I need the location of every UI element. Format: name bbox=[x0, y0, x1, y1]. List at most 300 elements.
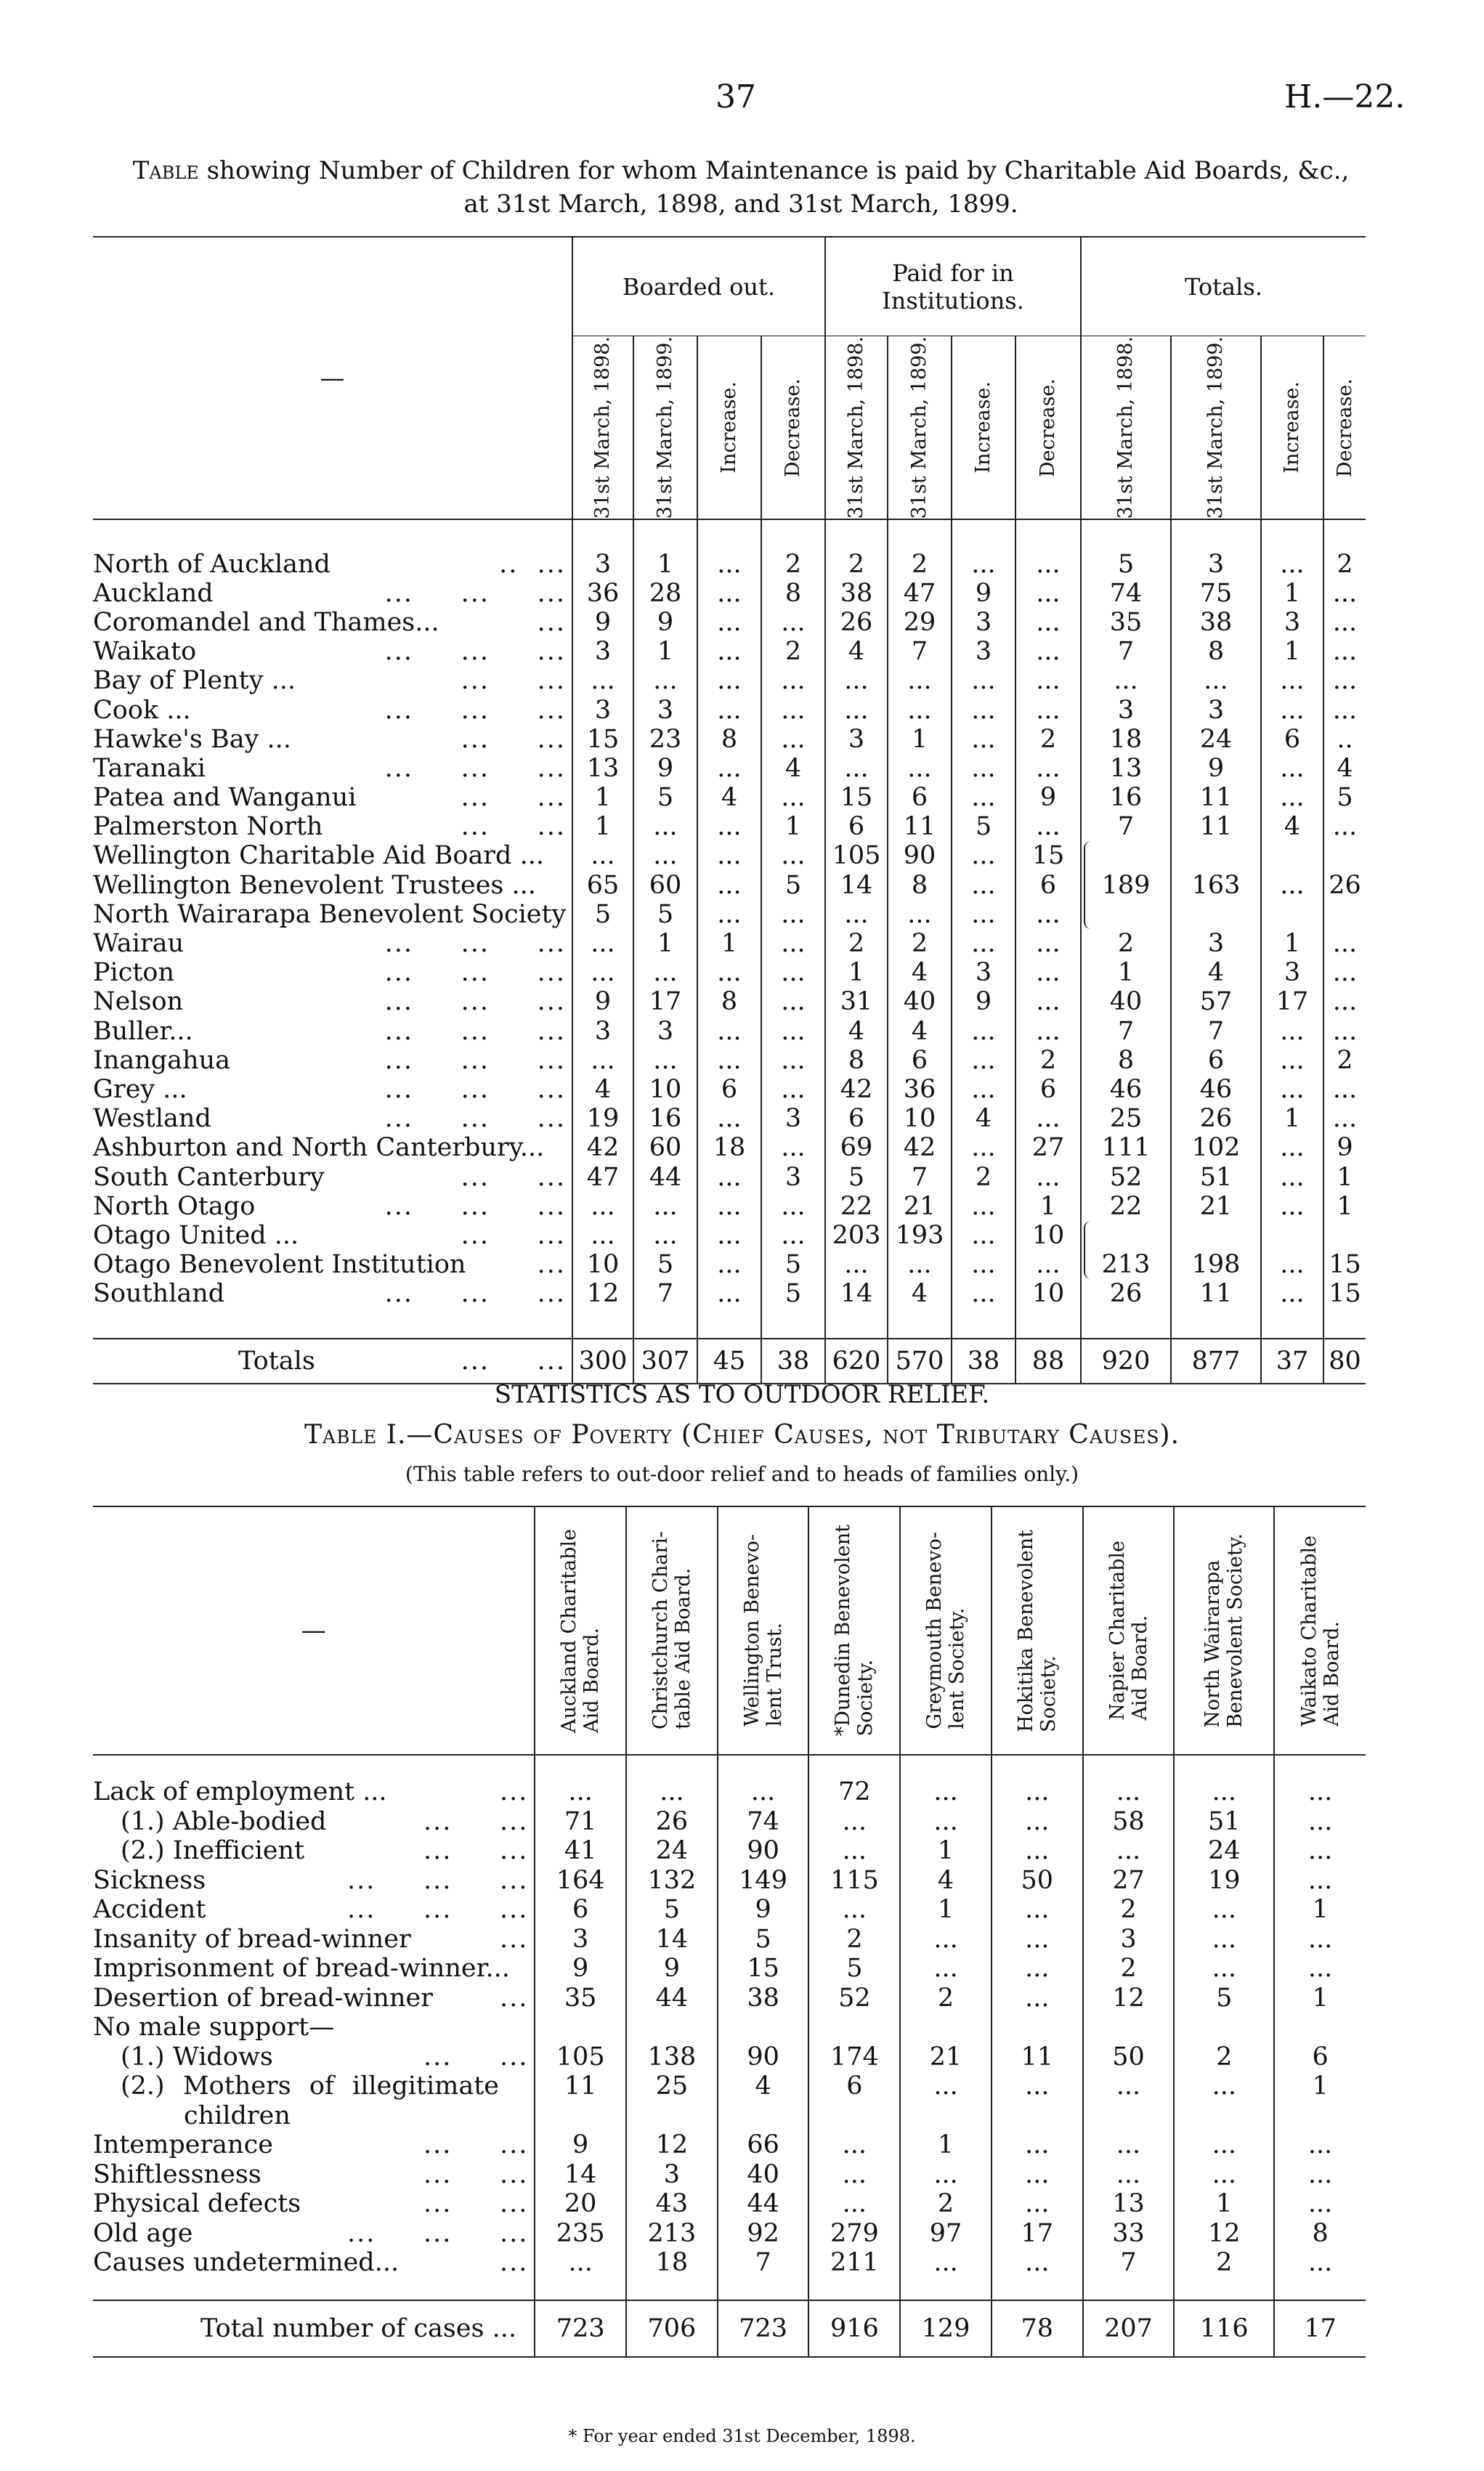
table-cell: 23 bbox=[633, 725, 697, 754]
table-cell: ... bbox=[952, 549, 1015, 578]
table-cell: 27 bbox=[1015, 1133, 1081, 1162]
subcol-header bbox=[1015, 336, 1081, 520]
row-label bbox=[93, 637, 572, 666]
table-cell bbox=[535, 2101, 626, 2131]
row-label-text: (1.) Able-bodied bbox=[121, 1806, 327, 1836]
table-cell: 7 bbox=[633, 1279, 697, 1308]
page-header bbox=[0, 78, 1484, 137]
leader-dots: ... ... ... bbox=[384, 695, 566, 725]
row-label-text: Taranaki bbox=[93, 753, 206, 783]
table-cell: ... bbox=[697, 1250, 761, 1279]
table-cell: 60 bbox=[633, 871, 697, 900]
table-cell: 35 bbox=[535, 1984, 626, 2013]
table-cell: 3 bbox=[952, 637, 1015, 666]
subcol-header-text: 31st March, 1898. bbox=[1114, 336, 1137, 519]
row-label bbox=[93, 608, 572, 637]
table-cell: 42 bbox=[825, 1075, 888, 1104]
table-cell: 65 bbox=[572, 871, 633, 900]
table-cell: 71 bbox=[535, 1807, 626, 1837]
table-cell: ... bbox=[572, 929, 633, 958]
table-cell: 24 bbox=[1174, 1836, 1274, 1866]
table-cell: ... bbox=[626, 1777, 718, 1807]
table-cell: ... bbox=[952, 725, 1015, 754]
table-cell: 12 bbox=[626, 2130, 718, 2160]
leader-dots: ... ... ... bbox=[384, 1016, 566, 1046]
table-cell: 9 bbox=[535, 2130, 626, 2160]
table-row bbox=[93, 666, 1366, 695]
table-cell: 1 bbox=[1261, 637, 1323, 666]
table-cell: ... bbox=[761, 1016, 825, 1045]
leader-dots: ... ... ... bbox=[384, 1074, 566, 1104]
leader-dots: ... ... ... bbox=[384, 1279, 566, 1309]
row-label bbox=[93, 666, 572, 695]
subcol-header-text: 31st March, 1898. bbox=[591, 336, 614, 519]
table-cell: ... bbox=[572, 1192, 633, 1221]
table-cell: 2 bbox=[1323, 1046, 1366, 1075]
table-cell: 174 bbox=[808, 2042, 900, 2072]
table-cell: 38 bbox=[825, 579, 888, 608]
table-cell: ... bbox=[1261, 695, 1323, 724]
table-cell: ... bbox=[1261, 1279, 1323, 1308]
table-row bbox=[93, 1777, 1366, 1807]
table-cell bbox=[1261, 900, 1323, 929]
column-header-line: Waikato Charitable bbox=[1297, 1535, 1321, 1727]
table-row bbox=[93, 695, 1366, 724]
table-cell: 14 bbox=[825, 871, 888, 900]
leader-dots: ... ... ... bbox=[384, 1104, 566, 1134]
table-cell bbox=[1171, 841, 1261, 870]
table-cell: 14 bbox=[825, 1279, 888, 1308]
table-cell: ... bbox=[697, 637, 761, 666]
table-cell: 5 bbox=[761, 871, 825, 900]
column-header-line: Society. bbox=[854, 1660, 877, 1737]
column-header-line: Aid Board. bbox=[580, 1627, 604, 1733]
row-label bbox=[93, 1279, 572, 1308]
table-cell: 11 bbox=[535, 2072, 626, 2101]
table-cell: 66 bbox=[718, 2130, 809, 2160]
table-cell: ... bbox=[1015, 1016, 1081, 1045]
table-cell: 6 bbox=[808, 2072, 900, 2101]
table-row bbox=[93, 1954, 1366, 1984]
table-cell bbox=[992, 2101, 1083, 2131]
table-cell: 4 bbox=[1261, 812, 1323, 841]
table-cell: ... bbox=[900, 2248, 992, 2278]
table-cell: ... bbox=[1274, 2160, 1366, 2190]
leader-dots: .. ... bbox=[499, 549, 566, 579]
table-cell: ... bbox=[1261, 1046, 1323, 1075]
table-cell: 9 bbox=[1323, 1133, 1366, 1162]
row-label bbox=[93, 1777, 535, 1807]
row-label bbox=[93, 579, 572, 608]
row-label-text: Palmerston North bbox=[93, 812, 323, 842]
table-cell: ... bbox=[697, 1016, 761, 1045]
totals-cell: 38 bbox=[952, 1339, 1015, 1384]
table-cell: 15 bbox=[1015, 841, 1081, 870]
table-cell: ... bbox=[633, 1046, 697, 1075]
table-cell: 18 bbox=[1081, 725, 1171, 754]
table-cell: 5 bbox=[761, 1250, 825, 1279]
row-label-text: North of Auckland bbox=[93, 549, 331, 579]
column-header-text bbox=[649, 1531, 694, 1729]
table-cell: ... bbox=[888, 900, 952, 929]
leader-dots: ... bbox=[499, 1777, 529, 1807]
table-cell: 2 bbox=[761, 637, 825, 666]
table-cell: ... bbox=[1174, 2160, 1274, 2190]
table-cell: 6 bbox=[825, 1104, 888, 1133]
table-cell: 13 bbox=[1081, 754, 1171, 783]
table-cell: 4 bbox=[761, 754, 825, 783]
table-cell: 1 bbox=[1274, 1984, 1366, 2013]
leader-dots: ... ... bbox=[461, 783, 566, 813]
row-label-text: North Wairarapa Benevolent Society bbox=[93, 899, 567, 929]
table-cell: 16 bbox=[633, 1104, 697, 1133]
row-label bbox=[93, 1046, 572, 1075]
totals-cell: 17 bbox=[1274, 2300, 1366, 2357]
table-cell: ... bbox=[952, 841, 1015, 870]
totals-cell: 570 bbox=[888, 1339, 952, 1384]
column-header-text bbox=[832, 1525, 877, 1736]
column-header bbox=[1083, 1506, 1175, 1755]
table-cell: 4 bbox=[718, 2072, 809, 2101]
column-header-line: Wellington Benevo- bbox=[740, 1534, 763, 1727]
table-cell: 3 bbox=[572, 637, 633, 666]
table-cell: ... bbox=[825, 900, 888, 929]
table-cell bbox=[1083, 2101, 1175, 2131]
table-cell: ... bbox=[992, 1895, 1083, 1925]
table-cell: 102 bbox=[1171, 1133, 1261, 1162]
table-cell: 189 bbox=[1081, 871, 1171, 900]
column-header-text bbox=[558, 1529, 603, 1733]
table-cell: 24 bbox=[1171, 725, 1261, 754]
table-cell: 4 bbox=[1323, 754, 1366, 783]
table-cell: 69 bbox=[825, 1133, 888, 1162]
table-cell: 26 bbox=[626, 1807, 718, 1837]
table-cell: 3 bbox=[952, 608, 1015, 637]
subcol-header-text: Decrease. bbox=[782, 378, 804, 477]
table-cell: ... bbox=[900, 1807, 992, 1837]
table-cell: 19 bbox=[572, 1104, 633, 1133]
column-header bbox=[808, 1506, 900, 1755]
table-cell: 8 bbox=[1081, 1046, 1171, 1075]
subcol-header bbox=[952, 336, 1015, 520]
grouping-brace bbox=[1084, 1221, 1098, 1279]
table-cell: 72 bbox=[808, 1777, 900, 1807]
totals-cell: 207 bbox=[1083, 2300, 1175, 2357]
row-label-text: Grey ... bbox=[93, 1074, 187, 1104]
leader-dots: ... ... bbox=[423, 2130, 529, 2160]
table-cell: ... bbox=[992, 2248, 1083, 2278]
table-cell: ... bbox=[1323, 637, 1366, 666]
subcol-header-text: 31st March, 1898. bbox=[845, 336, 867, 519]
table-cell: 4 bbox=[572, 1075, 633, 1104]
row-label bbox=[93, 2101, 535, 2131]
table-cell: 21 bbox=[888, 1192, 952, 1221]
row-label bbox=[93, 1075, 572, 1104]
table-cell: 3 bbox=[1171, 929, 1261, 958]
table-cell: 11 bbox=[1171, 783, 1261, 812]
table-cell: ... bbox=[952, 1133, 1015, 1162]
table-cell: ... bbox=[825, 754, 888, 783]
leader-dots: ... ... bbox=[423, 2159, 529, 2189]
totals-cell: 129 bbox=[900, 2300, 992, 2357]
table-cell: ... bbox=[761, 1192, 825, 1221]
table-cell: 92 bbox=[718, 2219, 809, 2249]
table-cell: ... bbox=[761, 958, 825, 987]
group-header-totals: Totals. bbox=[1081, 237, 1366, 336]
table-cell: 203 bbox=[825, 1221, 888, 1250]
table-cell: 90 bbox=[888, 841, 952, 870]
leader-dots: ... ... ... bbox=[346, 2218, 529, 2248]
table-cell: 10 bbox=[888, 1104, 952, 1133]
row-label-text: No male support— bbox=[93, 2013, 335, 2042]
table-cell: 7 bbox=[1171, 1016, 1261, 1045]
leader-dots: ... ... bbox=[461, 812, 566, 842]
totals-cell: 78 bbox=[992, 2300, 1083, 2357]
leader-dots: ... ... ... bbox=[384, 958, 566, 988]
table-cell: 52 bbox=[808, 1984, 900, 2013]
row-label-text: Imprisonment of bread-winner... bbox=[93, 1954, 510, 1984]
table-row bbox=[93, 1075, 1366, 1104]
table-cell: 3 bbox=[633, 695, 697, 724]
table-cell bbox=[626, 2013, 718, 2042]
table-cell: 9 bbox=[626, 1954, 718, 1984]
table-cell: ... bbox=[952, 754, 1015, 783]
table1-title-lead: Table bbox=[132, 156, 199, 185]
leader-dots: ... ... bbox=[461, 1220, 566, 1250]
table-cell: 10 bbox=[1015, 1279, 1081, 1308]
table-cell: 9 bbox=[718, 1895, 809, 1925]
row-label-text: Patea and Wanganui bbox=[93, 783, 357, 813]
table-cell: 90 bbox=[718, 1836, 809, 1866]
table-cell: ... bbox=[952, 1279, 1015, 1308]
table-cell: ... bbox=[808, 1807, 900, 1837]
table2-stub: — bbox=[93, 1506, 535, 1755]
table-cell: ... bbox=[535, 1777, 626, 1807]
table-cell: 27 bbox=[1083, 1866, 1175, 1896]
table-row bbox=[93, 1807, 1366, 1837]
table-cell: 7 bbox=[1081, 637, 1171, 666]
table-cell: ... bbox=[900, 2160, 992, 2190]
table-cell: ... bbox=[992, 2072, 1083, 2101]
row-label bbox=[93, 987, 572, 1016]
table-cell: 2 bbox=[808, 1925, 900, 1955]
column-header-line: Hokitika Benevolent bbox=[1014, 1529, 1037, 1732]
table-cell: 213 bbox=[1081, 1250, 1171, 1279]
leader-dots: ... ... ... bbox=[346, 1865, 529, 1895]
group-header-institutions: Paid for in Institutions. bbox=[825, 237, 1081, 336]
row-label-text: Causes undetermined... bbox=[93, 2248, 400, 2278]
row-label-text: (1.) Widows bbox=[121, 2042, 273, 2072]
table-cell: 25 bbox=[1081, 1104, 1171, 1133]
table-cell: ... bbox=[1083, 2072, 1175, 2101]
table-cell: 5 bbox=[633, 1250, 697, 1279]
table-cell: ... bbox=[1174, 1895, 1274, 1925]
table-cell: 1 bbox=[900, 1836, 992, 1866]
table-cell: ... bbox=[900, 1954, 992, 1984]
table-cell: 1 bbox=[888, 725, 952, 754]
table-cell: ... bbox=[1081, 666, 1171, 695]
table-cell: ... bbox=[1083, 2160, 1175, 2190]
table-cell: 9 bbox=[633, 608, 697, 637]
totals-cell: 37 bbox=[1261, 1339, 1323, 1384]
leader-dots: ... ... ... bbox=[384, 987, 566, 1017]
row-label bbox=[93, 1984, 535, 2013]
table-cell bbox=[1323, 841, 1366, 870]
table-row bbox=[93, 929, 1366, 958]
table-cell: ... bbox=[1274, 1836, 1366, 1866]
table-cell: 13 bbox=[1083, 2189, 1175, 2219]
table-row bbox=[93, 1925, 1366, 1955]
table-cell: ... bbox=[952, 900, 1015, 929]
row-label-text: Waikato bbox=[93, 637, 197, 667]
table1-stub: — bbox=[93, 237, 572, 519]
subcol-header bbox=[633, 336, 697, 520]
table-cell bbox=[808, 2101, 900, 2131]
table-cell: 1 bbox=[1261, 929, 1323, 958]
table-cell: ... bbox=[1015, 987, 1081, 1016]
row-label-text: Buller... bbox=[93, 1016, 193, 1046]
table-cell: .. bbox=[1323, 725, 1366, 754]
table-cell: ... bbox=[1323, 1104, 1366, 1133]
table-cell: 3 bbox=[1261, 608, 1323, 637]
row-label-text: Southland bbox=[93, 1279, 225, 1309]
table-cell: 5 bbox=[1174, 1984, 1274, 2013]
table-cell: ... bbox=[761, 783, 825, 812]
table-cell: ... bbox=[952, 1016, 1015, 1045]
table-cell: 60 bbox=[633, 1133, 697, 1162]
table-cell: 11 bbox=[992, 2042, 1083, 2072]
table-cell: ... bbox=[1083, 1836, 1175, 1866]
table-cell: 8 bbox=[761, 579, 825, 608]
table-cell bbox=[1174, 2013, 1274, 2042]
table-row bbox=[93, 2160, 1366, 2190]
column-header-line: Benevolent Society. bbox=[1224, 1533, 1247, 1728]
table-cell bbox=[1171, 900, 1261, 929]
table-cell: 51 bbox=[1171, 1162, 1261, 1191]
table-cell: 74 bbox=[718, 1807, 809, 1837]
table-cell: ... bbox=[1323, 929, 1366, 958]
table-cell: ... bbox=[1174, 2072, 1274, 2101]
table-cell: ... bbox=[952, 695, 1015, 724]
table-cell: 28 bbox=[633, 579, 697, 608]
table-cell: 5 bbox=[761, 1279, 825, 1308]
table-row bbox=[93, 754, 1366, 783]
column-header-line: Napier Charitable bbox=[1106, 1541, 1129, 1721]
table-cell: 43 bbox=[626, 2189, 718, 2219]
column-header-text bbox=[1106, 1541, 1151, 1721]
subcol-header-text: Increase. bbox=[1281, 381, 1303, 474]
table-cell: ... bbox=[1015, 666, 1081, 695]
leader-dots: ... ... bbox=[461, 724, 566, 754]
table-cell: 8 bbox=[1274, 2219, 1366, 2249]
column-header bbox=[626, 1506, 718, 1755]
table-cell: ... bbox=[952, 929, 1015, 958]
table-cell: ... bbox=[761, 929, 825, 958]
table-cell: ... bbox=[633, 812, 697, 841]
table-cell: ... bbox=[1323, 1016, 1366, 1045]
table-cell: ... bbox=[697, 958, 761, 987]
totals-cell: 307 bbox=[633, 1339, 697, 1384]
table-row bbox=[93, 637, 1366, 666]
leader-dots: ... ... ... bbox=[346, 1895, 529, 1925]
table-cell: ... bbox=[572, 841, 633, 870]
row-label bbox=[93, 2248, 535, 2278]
table-cell: 2 bbox=[952, 1162, 1015, 1191]
table2-title: Table I.—Causes of Poverty (Chief Causes, not Tributary Causes). bbox=[304, 1420, 1180, 1450]
table-cell: 4 bbox=[900, 1866, 992, 1896]
page-number: 37 bbox=[715, 78, 756, 115]
table-cell: ... bbox=[761, 725, 825, 754]
column-header-text bbox=[1201, 1533, 1246, 1728]
table-row bbox=[93, 1016, 1366, 1045]
table-cell: 12 bbox=[1174, 2219, 1274, 2249]
table-cell: ... bbox=[761, 608, 825, 637]
table-cell: 3 bbox=[633, 1016, 697, 1045]
table-cell: 2 bbox=[1083, 1954, 1175, 1984]
table-cell: 164 bbox=[535, 1866, 626, 1896]
row-label bbox=[93, 2160, 535, 2190]
children-maintenance-table bbox=[93, 236, 1366, 1384]
table-cell: ... bbox=[808, 1836, 900, 1866]
subcol-header bbox=[572, 336, 633, 520]
totals-cell: 80 bbox=[1323, 1339, 1366, 1384]
table1-title-line2: at 31st March, 1898, and 31st March, 1899. bbox=[463, 190, 1018, 219]
table-cell: 44 bbox=[718, 2189, 809, 2219]
row-label bbox=[93, 1133, 572, 1162]
row-label bbox=[93, 2042, 535, 2072]
table-cell: ... bbox=[1261, 1075, 1323, 1104]
leader-dots: ... ... ... bbox=[384, 929, 566, 958]
table-cell: ... bbox=[1323, 958, 1366, 987]
table-cell: ... bbox=[633, 1221, 697, 1250]
table-cell: ... bbox=[697, 1279, 761, 1308]
table-cell: ... bbox=[1323, 695, 1366, 724]
table-cell bbox=[1261, 1221, 1323, 1250]
table-cell: ... bbox=[1261, 1133, 1323, 1162]
table-cell: 7 bbox=[888, 637, 952, 666]
subcol-header-text: Decrease. bbox=[1333, 378, 1356, 477]
totals-cell: 620 bbox=[825, 1339, 888, 1384]
subcol-header bbox=[1261, 336, 1323, 520]
table-cell: ... bbox=[697, 1221, 761, 1250]
table-cell: 105 bbox=[825, 841, 888, 870]
table-cell: 2 bbox=[1323, 549, 1366, 578]
table-cell: 4 bbox=[825, 1016, 888, 1045]
table-cell bbox=[626, 2101, 718, 2131]
table-cell: 12 bbox=[572, 1279, 633, 1308]
table-cell: 26 bbox=[1323, 871, 1366, 900]
row-label bbox=[93, 900, 572, 929]
table-cell: ... bbox=[1174, 1777, 1274, 1807]
table-cell: ... bbox=[633, 958, 697, 987]
table-cell: 4 bbox=[888, 1016, 952, 1045]
table-row bbox=[93, 1984, 1366, 2013]
table-cell: 3 bbox=[1261, 958, 1323, 987]
table-cell: 5 bbox=[952, 812, 1015, 841]
table-cell: 40 bbox=[718, 2160, 809, 2190]
table-cell: 11 bbox=[1171, 1279, 1261, 1308]
table-cell: ... bbox=[1015, 695, 1081, 724]
row-label bbox=[93, 1836, 535, 1866]
table-cell: 47 bbox=[888, 579, 952, 608]
table-cell: 8 bbox=[825, 1046, 888, 1075]
totals-label: Total number of cases ... bbox=[93, 2300, 535, 2357]
row-label-text: Intemperance bbox=[93, 2130, 273, 2160]
row-label-text: North Otago bbox=[93, 1191, 256, 1221]
table-cell: 5 bbox=[626, 1895, 718, 1925]
table-cell: ... bbox=[888, 1250, 952, 1279]
table-row bbox=[93, 900, 1366, 929]
